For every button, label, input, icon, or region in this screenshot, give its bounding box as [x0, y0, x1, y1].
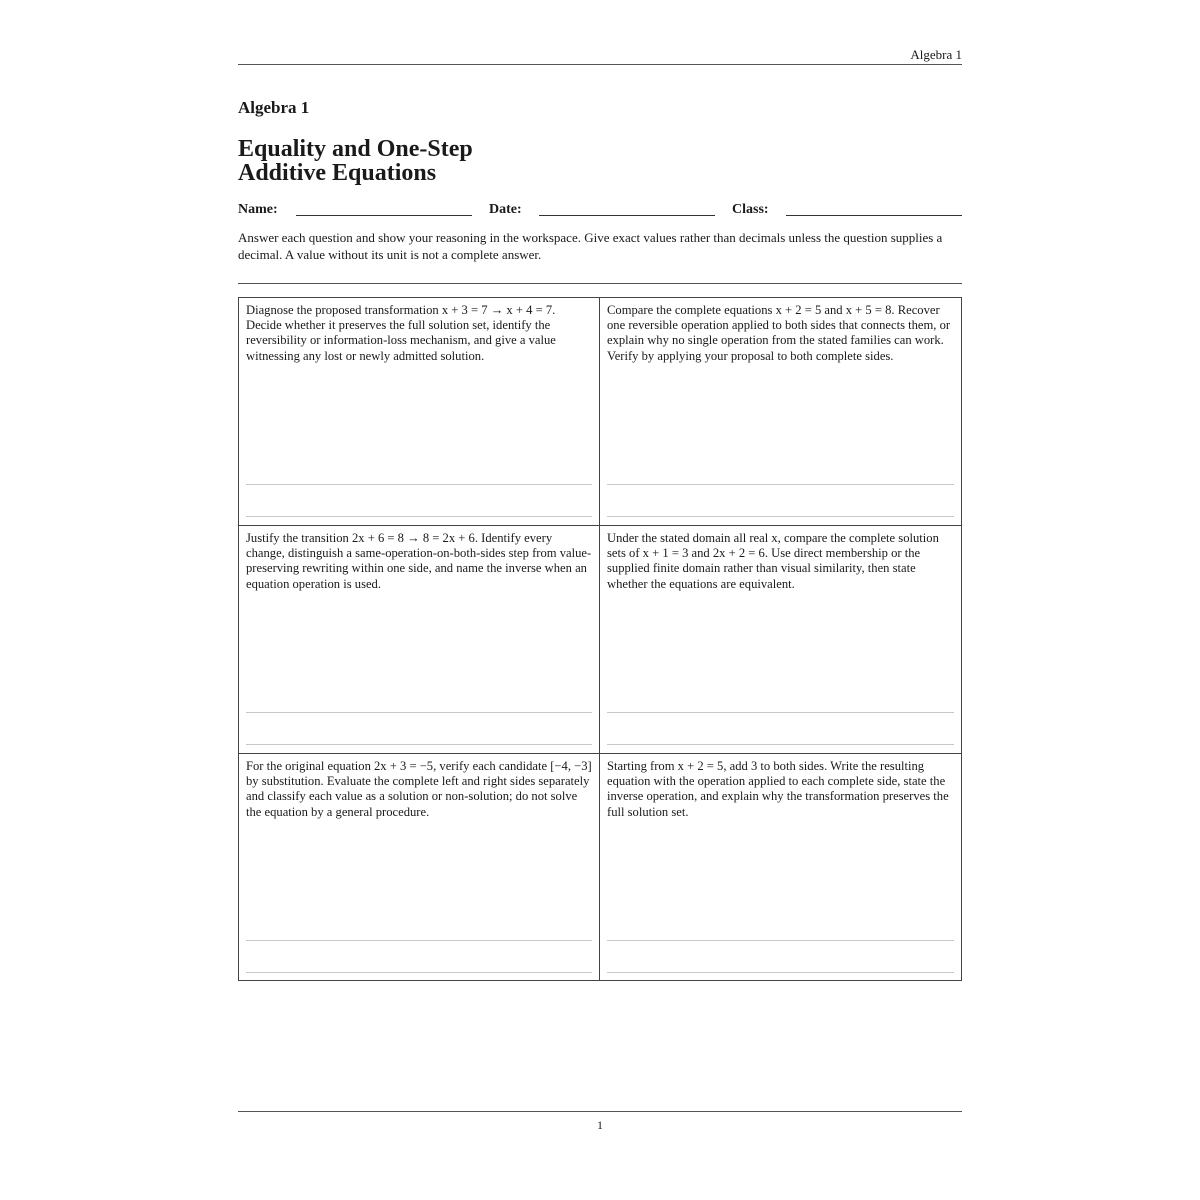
question-text: Justify the transition 2x + 6 = 8 → 8 = 2x + 6. Identify every change, distinguish a same-operation-on-both-sides step from value-preserving rewriting within one side, and name the inverse when an equation operation is used.	[246, 531, 592, 591]
class-field[interactable]	[786, 215, 962, 216]
question-text: For the original equation 2x + 3 = −5, verify each candidate [−4, −3] by substitution. Evaluate the complete left and right sides separately and classify each value as a solution or non-solution; do not solve the equation by a general procedure.	[246, 759, 592, 819]
answer-line	[607, 972, 954, 973]
answer-line	[246, 516, 592, 517]
instructions: Answer each question and show your reasoning in the workspace. Give exact values rather than decimals unless the question supplies a decimal. A value without its unit is not a complete answer.	[238, 230, 943, 262]
class-label: Class:	[732, 202, 769, 217]
question-cell-3[interactable]	[239, 526, 600, 754]
answer-line	[246, 940, 592, 941]
footer-rule	[238, 1111, 962, 1112]
answer-line	[246, 972, 592, 973]
question-cell-2[interactable]	[600, 298, 961, 526]
instructions-rule	[238, 283, 962, 284]
question-cell-6[interactable]	[600, 754, 961, 980]
answer-line	[246, 712, 592, 713]
name-field[interactable]	[296, 215, 472, 216]
question-text: Under the stated domain all real x, compare the complete solution sets of x + 1 = 3 and 2x + 2 = 6. Use direct membership or the supplied finite domain rather than visual similarity, then state whether the equations are equivalent.	[607, 531, 939, 591]
title-line-2: Additive Equations	[238, 160, 437, 186]
question-cell-1[interactable]	[239, 298, 600, 526]
question-text: Starting from x + 2 = 5, add 3 to both sides. Write the resulting equation with the operation applied to each complete side, state the inverse operation, and explain why the transformation preserves the full solution set.	[607, 759, 949, 819]
date-field[interactable]	[539, 215, 715, 216]
question-text: Diagnose the proposed transformation x + 3 = 7 → x + 4 = 7. Decide whether it preserves the full solution set, identify the reversibility or information-loss mechanism, and give a value witnessing any lost or newly admitted solution.	[246, 303, 556, 363]
answer-line	[607, 940, 954, 941]
header-rule	[238, 64, 962, 65]
answer-line	[607, 712, 954, 713]
question-cell-4[interactable]	[600, 526, 961, 754]
answer-line	[246, 744, 592, 745]
worksheet-title	[238, 137, 473, 185]
date-label: Date:	[489, 202, 522, 217]
worksheet-page	[238, 0, 962, 1200]
student-info-fields	[238, 202, 962, 222]
question-text: Compare the complete equations x + 2 = 5 and x + 5 = 8. Recover one reversible operation applied to both sides that connects them, or explain why no single operation from the stated families can work. Verify by applying your proposal to both complete sides.	[607, 303, 951, 363]
answer-line	[607, 516, 954, 517]
answer-line	[607, 484, 954, 485]
page-number: 1	[597, 1118, 603, 1132]
name-label: Name:	[238, 202, 278, 217]
title-line-1: Equality and One-Step	[238, 136, 473, 162]
answer-line	[607, 744, 954, 745]
running-header: Algebra 1	[910, 47, 962, 62]
answer-line	[246, 484, 592, 485]
course-heading: Algebra 1	[238, 98, 310, 117]
question-grid	[238, 297, 962, 981]
question-cell-5[interactable]	[239, 754, 600, 980]
